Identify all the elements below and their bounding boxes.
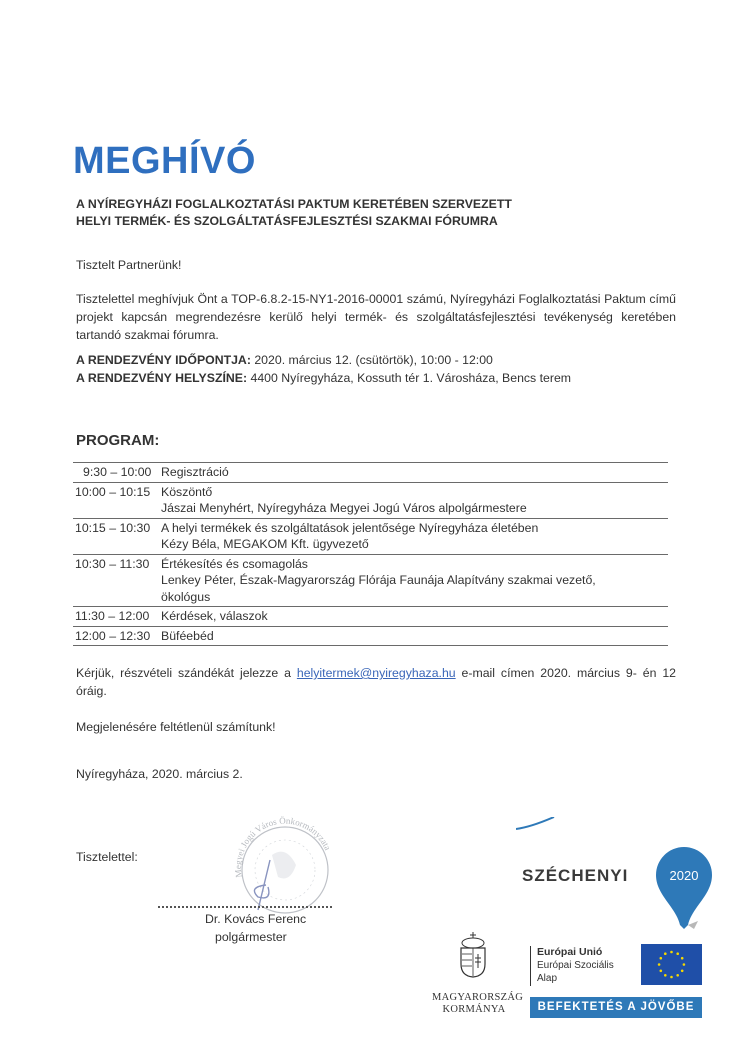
subtitle-line-2: HELYI TERMÉK- ÉS SZOLGÁLTATÁSFEJLESZTÉSI SZAKMAI FÓRUMRA	[76, 214, 498, 228]
event-time-label: A RENDEZVÉNY IDŐPONTJA:	[76, 353, 251, 367]
signature-line	[158, 906, 332, 908]
event-info	[76, 351, 571, 387]
szechenyi-year: 2020	[669, 868, 699, 883]
signer-name: Dr. Kovács Ferenc	[205, 912, 307, 926]
program-time: 12:00 – 12:30	[73, 626, 161, 646]
document-subtitle	[76, 196, 512, 230]
rsvp-text-before: Kérjük, részvételi szándékát jelezze a	[76, 666, 297, 680]
eu-line-2: Európai Szociális	[537, 960, 614, 971]
program-item: Kérdések, válaszok	[161, 609, 268, 623]
greeting: Tisztelt Partnerünk!	[76, 258, 182, 272]
program-details	[161, 518, 668, 554]
event-place-label: A RENDEZVÉNY HELYSZÍNE:	[76, 371, 248, 385]
stamp-text: Megyei Jogú Város Önkormányzata	[232, 815, 333, 879]
decorative-arc-icon	[516, 817, 556, 831]
program-row	[73, 626, 668, 646]
program-speaker-cont: ökológus	[161, 589, 211, 604]
program-item: A helyi termékek és szolgáltatások jelentősége Nyíregyháza életében	[161, 520, 539, 535]
event-time-value: 2020. március 12. (csütörtök), 10:00 - 12:00	[250, 353, 493, 367]
program-item: Regisztráció	[161, 465, 229, 479]
program-time: 10:15 – 10:30	[73, 518, 161, 554]
regards: Tisztelettel:	[76, 850, 138, 864]
program-item: Köszöntő	[161, 484, 213, 499]
rsvp-paragraph	[76, 664, 676, 700]
program-item: Értékesítés és csomagolás	[161, 556, 308, 571]
kormany-line-1: MAGYARORSZÁG	[432, 992, 524, 1003]
program-heading: PROGRAM:	[76, 432, 160, 449]
event-place-value: 4400 Nyíregyháza, Kossuth tér 1. Városháza, Bencs terem	[247, 371, 572, 385]
subtitle-line-1: A NYÍREGYHÁZI FOGLALKOZTATÁSI PAKTUM KERETÉBEN SZERVEZETT	[76, 197, 512, 211]
program-speaker: Lenkey Péter, Észak-Magyarország Flórája Faunája Alapítvány szakmai vezető,	[161, 573, 596, 587]
official-stamp-icon	[228, 815, 340, 915]
program-row	[73, 518, 668, 554]
eu-divider	[530, 946, 531, 986]
eu-line-3: Alap	[537, 973, 558, 984]
program-details	[161, 482, 668, 518]
program-speaker: Kézy Béla, MEGAKOM Kft. ügyvezető	[161, 537, 369, 551]
program-time: 9:30 – 10:00	[73, 463, 161, 483]
kormany-logo-text	[432, 992, 524, 1016]
rsvp-text-after: e-mail címen 2020. március 9- én 12 óráig.	[76, 666, 676, 698]
program-time: 11:30 – 12:00	[73, 607, 161, 627]
program-details	[161, 554, 668, 607]
szechenyi-logo-text: SZÉCHENYI	[522, 866, 629, 885]
program-row	[73, 554, 668, 607]
program-details	[161, 626, 668, 646]
hungarian-coat-of-arms-icon	[458, 932, 488, 978]
intro-paragraph: Tisztelettel meghívjuk Önt a TOP-6.8.2-15-NY1-2016-00001 számú, Nyíregyházi Foglalkoztatási Paktum című projekt kapcsán megrendezésre kerülő helyi termék- és szolgáltatásfejlesztési tevékenység keretében tartandó szakmai fórumra.	[76, 292, 676, 342]
program-row	[73, 482, 668, 518]
program-row	[73, 463, 668, 483]
program-time: 10:00 – 10:15	[73, 482, 161, 518]
closing-line: Megjelenésére feltétlenül számítunk!	[76, 720, 276, 734]
szechenyi-pin-icon	[654, 845, 714, 929]
kormany-line-2: KORMÁNYA	[442, 1004, 506, 1015]
program-row	[73, 607, 668, 627]
program-details	[161, 607, 668, 627]
eu-text	[537, 946, 614, 985]
signer-title: polgármester	[215, 930, 287, 944]
rsvp-email-link[interactable]: helyitermek@nyiregyhaza.hu	[296, 666, 456, 680]
program-item: Büféebéd	[161, 628, 214, 643]
place-date: Nyíregyháza, 2020. március 2.	[76, 767, 243, 781]
event-place	[76, 369, 571, 387]
befektetes-banner: BEFEKTETÉS A JÖVŐBE	[530, 997, 702, 1018]
eu-line-1: Európai Unió	[537, 946, 603, 958]
program-table	[73, 462, 668, 646]
program-time: 10:30 – 11:30	[73, 554, 161, 607]
eu-flag-icon	[641, 944, 702, 985]
program-speaker: Jászai Menyhért, Nyíregyháza Megyei Jogú Város alpolgármestere	[161, 501, 527, 515]
event-time	[76, 351, 571, 369]
program-details	[161, 463, 668, 483]
document-title: MEGHÍVÓ	[73, 140, 256, 182]
